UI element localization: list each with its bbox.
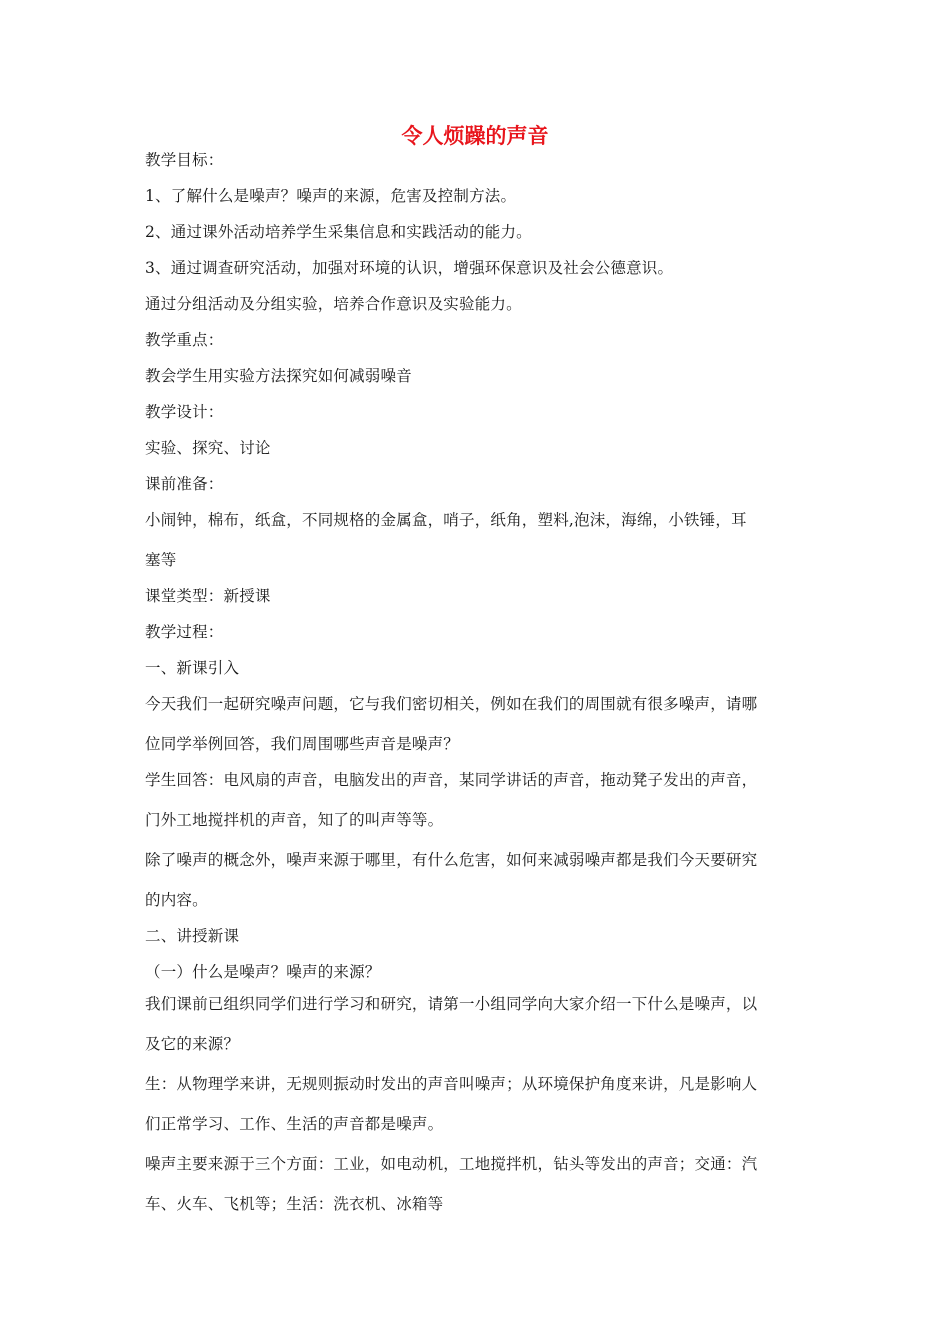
text-line: 我们课前已组织同学们进行学习和研究，请第一小组同学向大家介绍一下什么是噪声，以 <box>145 995 758 1013</box>
text-line: 噪声主要来源于三个方面：工业，如电动机，工地搅拌机，钻头等发出的声音；交通：汽 <box>145 1155 758 1173</box>
text-line: 及它的来源？ <box>145 1035 240 1053</box>
text-line: 一、新课引入 <box>145 659 240 677</box>
text-line: 除了噪声的概念外，噪声来源于哪里，有什么危害，如何来减弱噪声都是我们今天要研究 <box>145 851 758 869</box>
text-line: 车、火车、飞机等；生活：洗衣机、冰箱等 <box>145 1195 444 1213</box>
text-line: 学生回答：电风扇的声音，电脑发出的声音，某同学讲话的声音，拖动凳子发出的声音， <box>145 771 758 789</box>
text-line: 塞等 <box>145 551 177 569</box>
text-line: 1、了解什么是噪声？噪声的来源，危害及控制方法。 <box>145 187 517 205</box>
text-line: 3、通过调查研究活动，加强对环境的认识，增强环保意识及社会公德意识。 <box>145 259 674 277</box>
document-title: 令人烦躁的声音 <box>401 124 549 148</box>
text-line: 实验、探究、讨论 <box>145 439 271 457</box>
text-line: （一）什么是噪声？噪声的来源？ <box>145 963 381 981</box>
text-line: 小闹钟，棉布，纸盒，不同规格的金属盒，哨子，纸角，塑料,泡沫，海绵，小铁锤，耳 <box>145 511 747 529</box>
text-line: 位同学举例回答，我们周围哪些声音是噪声？ <box>145 735 460 753</box>
text-line: 的内容。 <box>145 891 208 909</box>
text-line: 教学过程： <box>145 623 224 641</box>
text-line: 门外工地搅拌机的声音，知了的叫声等等。 <box>145 811 444 829</box>
text-line: 们正常学习、工作、生活的声音都是噪声。 <box>145 1115 444 1133</box>
text-line: 二、讲授新课 <box>145 927 240 945</box>
text-line: 教学重点： <box>145 331 224 349</box>
text-line: 教学设计： <box>145 403 224 421</box>
text-line: 教会学生用实验方法探究如何减弱噪音 <box>145 367 412 385</box>
text-line: 教学目标： <box>145 151 224 169</box>
text-line: 今天我们一起研究噪声问题，它与我们密切相关，例如在我们的周围就有很多噪声，请哪 <box>145 695 758 713</box>
text-line: 生：从物理学来讲，无规则振动时发出的声音叫噪声；从环境保护角度来讲，凡是影响人 <box>145 1075 758 1093</box>
text-line: 课前准备： <box>145 475 224 493</box>
text-line: 课堂类型：新授课 <box>145 587 271 605</box>
text-line: 2、通过课外活动培养学生采集信息和实践活动的能力。 <box>145 223 532 241</box>
text-line: 通过分组活动及分组实验，培养合作意识及实验能力。 <box>145 295 522 313</box>
